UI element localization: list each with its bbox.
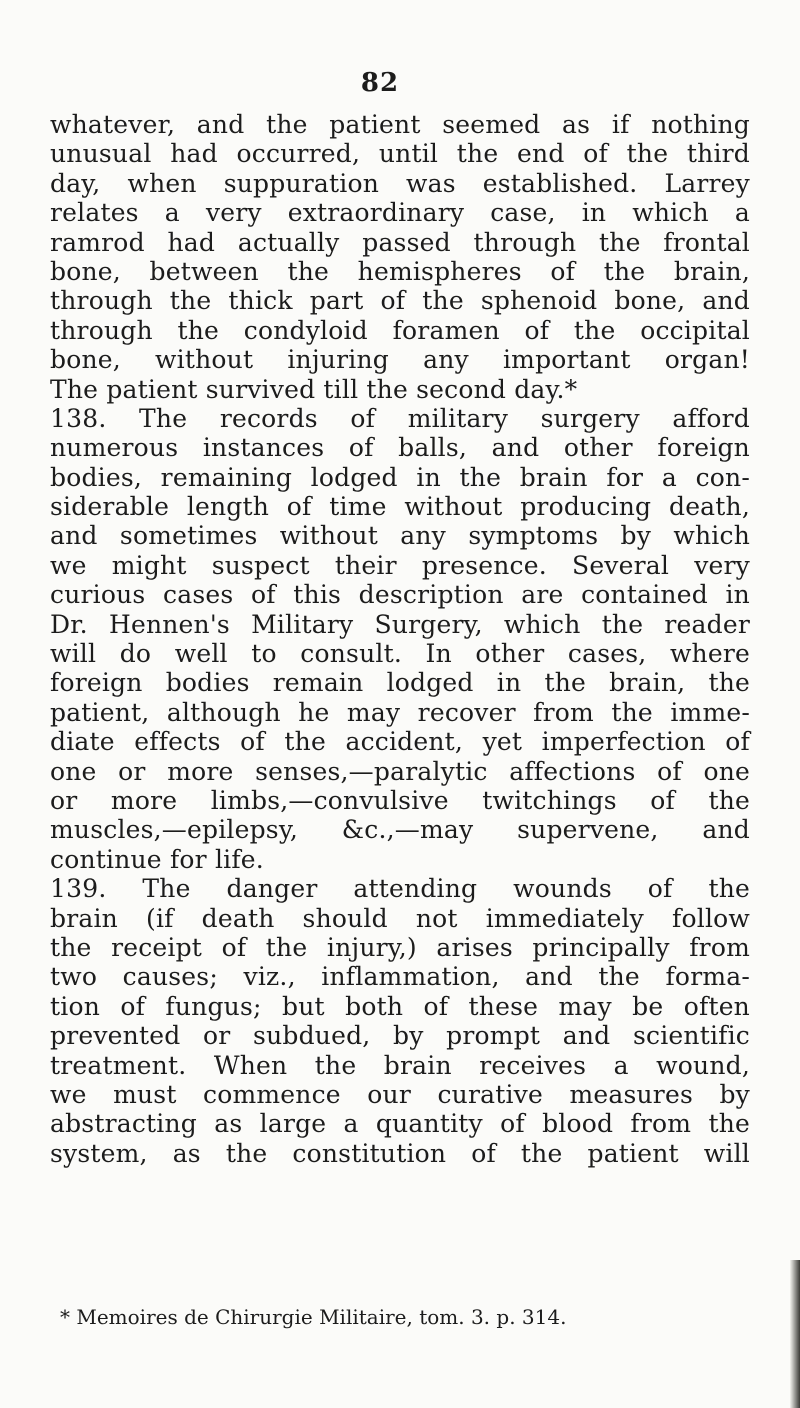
text-line: 139. The danger attending wounds of the: [50, 874, 750, 904]
text-line: we must commence our curative measures by: [50, 1079, 750, 1109]
footnote: * Memoires de Chirurgie Militaire, tom. 3. p. 314.: [60, 1305, 567, 1329]
text-line: two causes; viz., inflammation, and the forma-: [50, 962, 750, 992]
text-line: curious cases of this description are contained in: [50, 580, 750, 610]
page-number: 82: [360, 68, 400, 98]
page-edge-shadow: [790, 1260, 800, 1408]
text-line: day, when suppuration was established. Larrey: [50, 168, 750, 198]
text-line: abstracting as large a quantity of blood from the: [50, 1109, 750, 1139]
text-line: unusual had occurred, until the end of the third: [50, 139, 750, 169]
text-line: prevented or subdued, by prompt and scientific: [50, 1021, 750, 1051]
text-line: treatment. When the brain receives a wound,: [50, 1050, 750, 1080]
text-line: muscles,—epilepsy, &c.,—may supervene, and: [50, 815, 750, 845]
text-line: 138. The records of military surgery afford: [50, 403, 750, 433]
text-line: through the thick part of the sphenoid bone, and: [50, 286, 750, 316]
text-line: Dr. Hennen's Military Surgery, which the reader: [50, 609, 750, 639]
text-line: system, as the constitution of the patient will: [50, 1138, 750, 1168]
text-line: will do well to consult. In other cases, where: [50, 639, 750, 669]
text-line: tion of fungus; but both of these may be often: [50, 991, 750, 1021]
text-line: or more limbs,—convulsive twitchings of the: [50, 785, 750, 815]
text-line: whatever, and the patient seemed as if nothing: [50, 110, 750, 139]
text-line: relates a very extraordinary case, in which a: [50, 198, 750, 228]
text-line: continue for life.: [50, 844, 264, 874]
text-line: bone, between the hemispheres of the brain,: [50, 256, 750, 286]
body-text: [50, 110, 750, 1168]
text-line: and sometimes without any symptoms by which: [50, 521, 750, 551]
text-line: through the condyloid foramen of the occipital: [50, 315, 750, 345]
text-line: we might suspect their presence. Several very: [50, 550, 750, 580]
text-line: siderable length of time without producing death,: [50, 492, 750, 522]
text-line: The patient survived till the second day.*: [50, 374, 578, 404]
text-line: the receipt of the injury,) arises principally from: [50, 932, 750, 962]
text-line: numerous instances of balls, and other foreign: [50, 433, 750, 463]
text-line: bodies, remaining lodged in the brain for a con-: [50, 462, 750, 492]
text-line: patient, although he may recover from the imme-: [50, 697, 750, 727]
text-line: one or more senses,—paralytic affections of one: [50, 756, 750, 786]
text-line: diate effects of the accident, yet imperfection of: [50, 727, 750, 757]
text-line: ramrod had actually passed through the frontal: [50, 227, 750, 257]
text-line: bone, without injuring any important organ!: [50, 345, 750, 375]
text-line: foreign bodies remain lodged in the brain, the: [50, 668, 750, 698]
text-line: brain (if death should not immediately follow: [50, 903, 750, 933]
